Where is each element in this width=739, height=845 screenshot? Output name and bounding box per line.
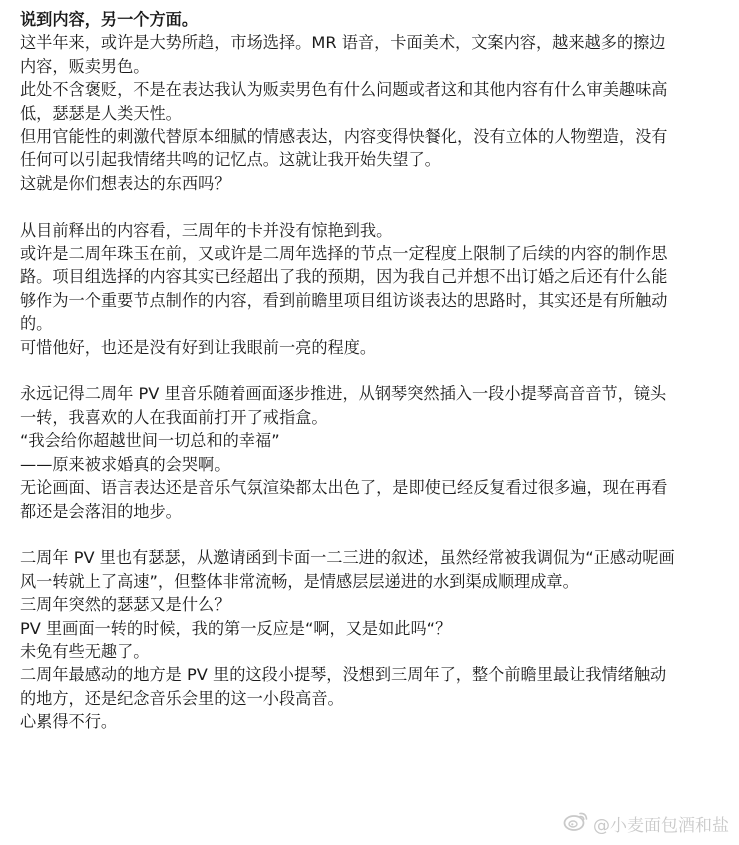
text-line: 低，瑟瑟是人类天性。: [20, 103, 182, 123]
text-line: 风一转就上了高速”，但整体非常流畅，是情感层层递进的水到渠成顺理成章。: [20, 571, 579, 591]
section-heading: 说到内容，另一个方面。: [20, 10, 199, 29]
weibo-icon: [563, 810, 589, 837]
text-line: 这就是你们想表达的东西吗？: [20, 173, 231, 193]
text-line: 都还是会落泪的地步。: [20, 501, 182, 521]
text-line: 未免有些无趣了。: [20, 641, 150, 661]
text-line: 从目前释出的内容看，三周年的卡并没有惊艳到我。: [20, 220, 393, 240]
text-line: 或许是二周年珠玉在前，又或许是二周年选择的节点一定程度上限制了后续的内容的制作思: [20, 244, 668, 264]
text-line: ——原来被求婚真的会哭啊。: [20, 454, 231, 474]
text-line: 三周年突然的瑟瑟又是什么？: [20, 595, 231, 615]
text-line: 的地方，还是纪念音乐会里的这一小段高音。: [20, 688, 344, 708]
text-line: 一转，我喜欢的人在我面前打开了戒指盒。: [20, 407, 328, 427]
watermark-text: @小麦面包酒和盐: [593, 816, 729, 836]
text-line: 心累得不行。: [20, 712, 118, 732]
text-line: 这半年来，或许是大势所趋，市场选择。MR 语音，卡面美术，文案内容，越来越多的擦边: [20, 33, 666, 53]
text-line: 永远记得二周年 PV 里音乐随着画面逐步推进，从钢琴突然插入一段小提琴高音音节，镜头: [20, 384, 667, 404]
text-line: 路。项目组选择的内容其实已经超出了我的预期，因为我自己并想不出订婚之后还有什么能: [20, 267, 668, 287]
text-line: 可惜他好，也还是没有好到让我眼前一亮的程度。: [20, 337, 377, 357]
text-line: 够作为一个重要节点制作的内容，看到前瞻里项目组访谈表达的思路时，其实还是有所触动: [20, 290, 668, 310]
text-line: 但用官能性的刺激代替原本细腻的情感表达，内容变得快餐化，没有立体的人物塑造，没有: [20, 127, 668, 147]
paragraph-gap: [20, 523, 719, 546]
text-line: 二周年最感动的地方是 PV 里的这段小提琴，没想到三周年了，整个前瞻里最让我情绪触动: [20, 665, 667, 685]
text-line: 此处不含褒贬，不是在表达我认为贩卖男色有什么问题或者这和其他内容有什么审美趣味高: [20, 80, 668, 100]
text-line: 无论画面、语言表达还是音乐气氛渲染都太出色了，是即使已经反复看过很多遍，现在再看: [20, 478, 668, 498]
text-line: 的。: [20, 314, 53, 334]
paragraph-gap: [20, 195, 719, 218]
text-line: PV 里画面一转的时候，我的第一反应是“啊，又是如此吗“？: [20, 618, 452, 638]
watermark: [563, 810, 729, 837]
text-line: 二周年 PV 里也有瑟瑟，从邀请函到卡面一二三进的叙述，虽然经常被我调侃为“正感动呢画: [20, 548, 675, 568]
quote-line: “我会给你超越世间一切总和的幸福”: [20, 431, 280, 451]
text-line: 任何可以引起我情绪共鸣的记忆点。这就让我开始失望了。: [20, 150, 441, 170]
paragraph-gap: [20, 359, 719, 382]
text-line: 内容，贩卖男色。: [20, 56, 150, 76]
